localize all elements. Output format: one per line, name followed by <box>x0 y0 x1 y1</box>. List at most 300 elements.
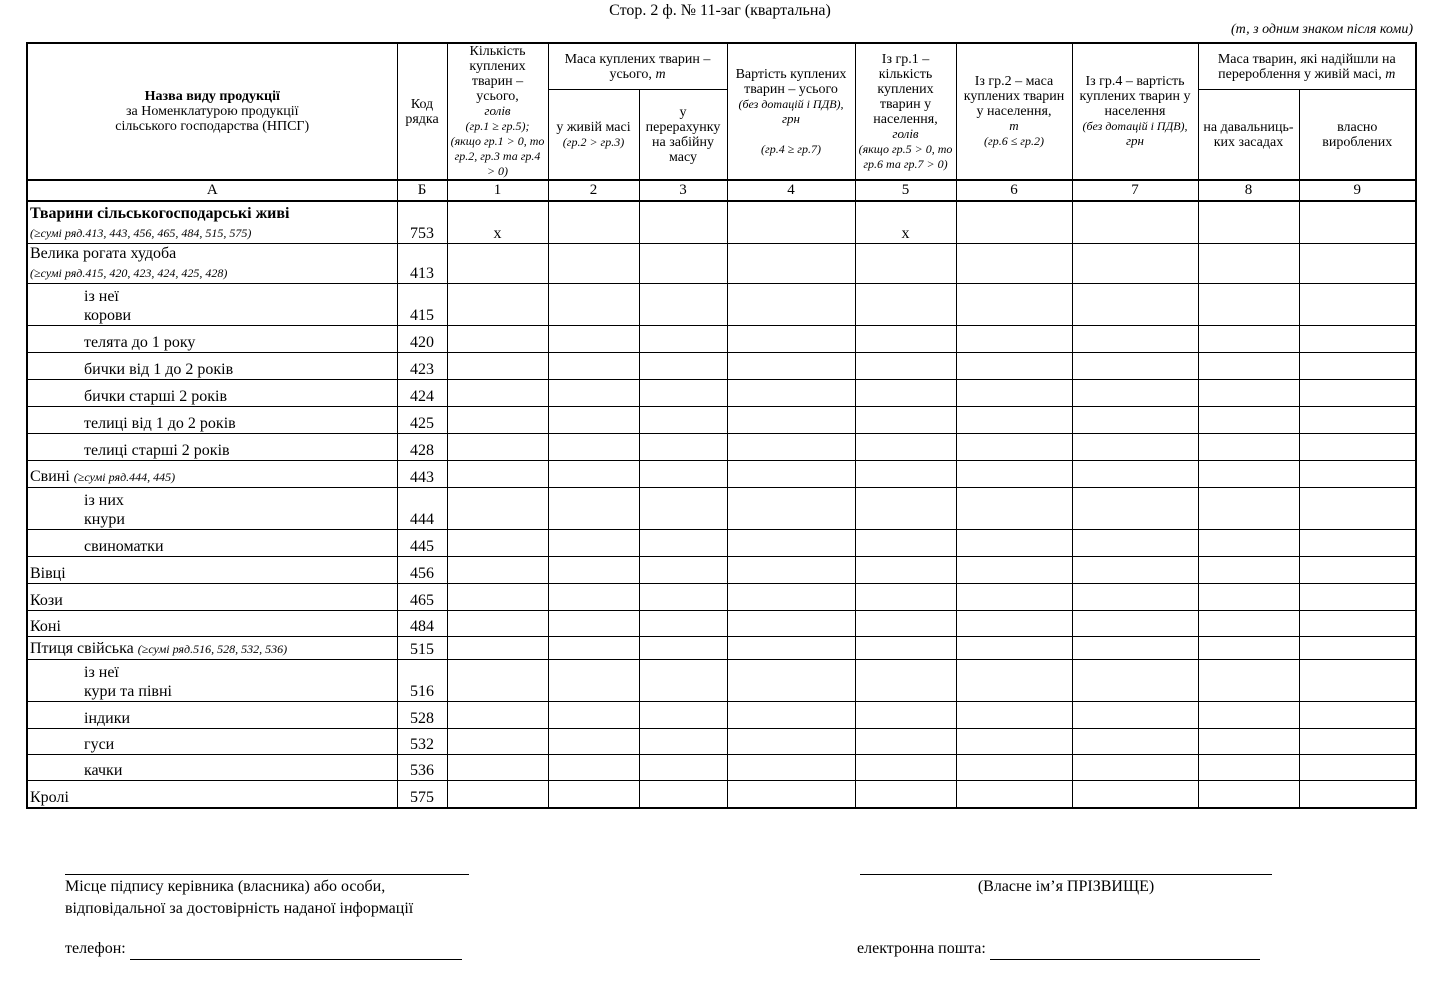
value-cell[interactable] <box>1198 379 1299 406</box>
row-label: свиноматки <box>84 537 164 555</box>
value-cell[interactable] <box>548 325 639 352</box>
header-col-6: Із гр.2 – маса куплених тварин у населення, т (гр.6 ≤ гр.2) <box>956 43 1072 180</box>
value-cell[interactable] <box>1072 659 1198 701</box>
header-row-code: Код рядка <box>397 43 447 180</box>
header-col-3: у перерахунку на забійну масу <box>639 90 727 180</box>
value-cell[interactable] <box>447 728 548 754</box>
value-cell[interactable] <box>447 701 548 728</box>
value-cell[interactable] <box>727 325 855 352</box>
header-group-processing: Маса тварин, які надійшли на перероблення у живій масі, т <box>1198 43 1416 90</box>
header-col-2: у живій масі (гр.2 > гр.3) <box>548 90 639 180</box>
value-cell[interactable] <box>855 352 956 379</box>
value-cell[interactable] <box>727 487 855 529</box>
row-label: Свині <box>30 467 70 485</box>
value-cell[interactable] <box>1072 325 1198 352</box>
value-cell[interactable] <box>1198 325 1299 352</box>
value-cell[interactable] <box>548 201 639 243</box>
value-cell[interactable] <box>855 406 956 433</box>
value-cell[interactable] <box>548 406 639 433</box>
header-col-8: на давальниць-ких засадах <box>1198 90 1299 180</box>
value-cell[interactable] <box>639 201 727 243</box>
value-cell[interactable] <box>855 243 956 283</box>
value-cell[interactable] <box>1072 460 1198 487</box>
value-cell[interactable] <box>1299 433 1416 460</box>
row-name <box>27 610 397 636</box>
table-row <box>27 780 1416 808</box>
value-cell[interactable] <box>855 583 956 610</box>
value-cell[interactable] <box>855 325 956 352</box>
value-cell[interactable] <box>1198 406 1299 433</box>
value-cell[interactable] <box>1072 556 1198 583</box>
row-name <box>27 754 397 780</box>
signature-caption: Місце підпису керівника (власника) або особи, відповідальної за достовірність наданої інформації <box>65 878 414 917</box>
column-number-row <box>27 180 1416 201</box>
value-cell[interactable] <box>548 352 639 379</box>
row-label: Кози <box>30 591 63 609</box>
value-cell[interactable] <box>1198 780 1299 808</box>
row-label: телиці старші 2 років <box>84 441 230 459</box>
row-name <box>27 406 397 433</box>
form-table <box>26 42 1417 809</box>
value-cell[interactable] <box>956 780 1072 808</box>
value-cell[interactable] <box>1072 433 1198 460</box>
value-cell[interactable] <box>1299 659 1416 701</box>
value-cell[interactable] <box>1299 636 1416 659</box>
table-row <box>27 379 1416 406</box>
value-cell[interactable] <box>727 201 855 243</box>
value-cell[interactable] <box>1299 556 1416 583</box>
value-cell-disabled: х <box>855 201 956 243</box>
value-cell[interactable] <box>1299 379 1416 406</box>
name-caption: (Власне ім’я ПРІЗВИЩЕ) <box>977 878 1155 895</box>
header-product-name: Назва виду продукції за Номенклатурою продукції сільського господарства (НПСГ) <box>27 43 397 180</box>
table-row <box>27 406 1416 433</box>
row-code: 415 <box>397 283 447 325</box>
value-cell[interactable] <box>447 659 548 701</box>
table-row <box>27 583 1416 610</box>
row-code: 423 <box>397 352 447 379</box>
value-cell[interactable] <box>855 529 956 556</box>
row-code: 536 <box>397 754 447 780</box>
value-cell[interactable] <box>1072 406 1198 433</box>
value-cell[interactable] <box>956 325 1072 352</box>
value-cell[interactable] <box>548 487 639 529</box>
value-cell[interactable] <box>447 529 548 556</box>
row-name <box>27 636 397 659</box>
table-row <box>27 556 1416 583</box>
row-code: 413 <box>397 243 447 283</box>
row-label: телиці від 1 до 2 років <box>84 414 236 432</box>
row-label: бички від 1 до 2 років <box>84 360 234 378</box>
row-prefix: із неї <box>84 663 119 681</box>
row-prefix: із неї <box>84 287 119 305</box>
value-cell[interactable] <box>727 659 855 701</box>
value-cell[interactable] <box>956 201 1072 243</box>
value-cell[interactable] <box>727 583 855 610</box>
row-name <box>27 780 397 808</box>
value-cell[interactable] <box>1198 243 1299 283</box>
value-cell[interactable] <box>548 243 639 283</box>
table-row <box>27 701 1416 728</box>
value-cell[interactable] <box>956 728 1072 754</box>
value-cell[interactable] <box>639 701 727 728</box>
value-cell[interactable] <box>727 460 855 487</box>
row-code: 515 <box>397 636 447 659</box>
value-cell[interactable] <box>956 352 1072 379</box>
row-label: Вівці <box>30 564 66 582</box>
value-cell[interactable] <box>1198 201 1299 243</box>
row-note: (≥сумі ряд.516, 528, 532, 536) <box>137 641 288 656</box>
row-note: (≥сумі ряд.413, 443, 456, 465, 484, 515, 575) <box>30 225 252 240</box>
value-cell[interactable] <box>1072 529 1198 556</box>
header-col-4: Вартість куплених тварин – усього (без дотацій і ПДВ), грн (гр.4 ≥ гр.7) <box>727 43 855 180</box>
table-row <box>27 728 1416 754</box>
row-note: (≥сумі ряд.415, 420, 423, 424, 425, 428) <box>30 265 228 280</box>
value-cell[interactable] <box>727 529 855 556</box>
value-cell[interactable] <box>1198 659 1299 701</box>
value-cell[interactable] <box>639 379 727 406</box>
column-number: 8 <box>1198 180 1299 201</box>
page-title: Стор. 2 ф. № 11-заг (квартальна) <box>609 2 831 19</box>
value-cell[interactable] <box>447 325 548 352</box>
row-name <box>27 583 397 610</box>
row-label: Птиця свійська <box>30 639 134 657</box>
header-col-9: власно вироблених <box>1299 90 1416 180</box>
column-number: Б <box>397 180 447 201</box>
column-number: 9 <box>1299 180 1416 201</box>
value-cell[interactable] <box>727 556 855 583</box>
header-group-mass: Маса куплених тварин – усього, т <box>548 43 727 90</box>
row-label: корови <box>84 306 132 324</box>
value-cell[interactable] <box>548 283 639 325</box>
signature-line <box>65 874 469 875</box>
table-body <box>27 201 1416 808</box>
column-number: 1 <box>447 180 548 201</box>
value-cell[interactable] <box>727 406 855 433</box>
table-row <box>27 283 1416 325</box>
value-cell[interactable] <box>447 352 548 379</box>
value-cell[interactable] <box>447 283 548 325</box>
value-cell[interactable] <box>639 433 727 460</box>
value-cell[interactable] <box>1072 780 1198 808</box>
value-cell[interactable] <box>1299 701 1416 728</box>
value-cell[interactable] <box>855 556 956 583</box>
value-cell[interactable] <box>1198 728 1299 754</box>
row-label: Велика рогата худоба <box>30 244 177 262</box>
row-label: бички старші 2 років <box>84 387 228 405</box>
row-code: 444 <box>397 487 447 529</box>
column-number: 4 <box>727 180 855 201</box>
value-cell[interactable] <box>1072 487 1198 529</box>
value-cell[interactable] <box>727 754 855 780</box>
row-code: 456 <box>397 556 447 583</box>
value-cell[interactable] <box>447 780 548 808</box>
value-cell[interactable] <box>1072 610 1198 636</box>
value-cell[interactable] <box>548 754 639 780</box>
value-cell[interactable] <box>1198 583 1299 610</box>
row-code: 484 <box>397 610 447 636</box>
value-cell[interactable] <box>727 283 855 325</box>
row-code: 420 <box>397 325 447 352</box>
column-number: 5 <box>855 180 956 201</box>
value-cell[interactable] <box>956 243 1072 283</box>
value-cell[interactable] <box>548 433 639 460</box>
value-cell[interactable] <box>1299 325 1416 352</box>
phone-input-line[interactable] <box>130 941 462 960</box>
value-cell[interactable] <box>727 701 855 728</box>
value-cell[interactable] <box>1299 583 1416 610</box>
value-cell[interactable] <box>855 610 956 636</box>
value-cell[interactable] <box>639 780 727 808</box>
value-cell[interactable] <box>548 659 639 701</box>
row-code: 532 <box>397 728 447 754</box>
row-code: 428 <box>397 433 447 460</box>
value-cell[interactable] <box>956 659 1072 701</box>
table-row <box>27 352 1416 379</box>
row-name <box>27 433 397 460</box>
value-cell[interactable] <box>447 243 548 283</box>
row-label: кнури <box>84 510 125 528</box>
table-row <box>27 636 1416 659</box>
value-cell[interactable] <box>855 283 956 325</box>
row-label: Тварини сільськогосподарські живі <box>30 204 290 222</box>
value-cell[interactable] <box>1299 754 1416 780</box>
table-row <box>27 460 1416 487</box>
row-code: 425 <box>397 406 447 433</box>
value-cell[interactable] <box>548 728 639 754</box>
header-col-5: Із гр.1 – кількість куплених тварин у населення, голів (якщо гр.5 > 0, то гр.6 та гр.7 > 0) <box>855 43 956 180</box>
row-code: 575 <box>397 780 447 808</box>
value-cell[interactable] <box>1299 529 1416 556</box>
value-cell[interactable] <box>447 754 548 780</box>
row-name <box>27 460 397 487</box>
row-code: 528 <box>397 701 447 728</box>
row-note: (≥сумі ряд.444, 445) <box>73 469 176 484</box>
row-code: 516 <box>397 659 447 701</box>
table-row <box>27 487 1416 529</box>
value-cell[interactable] <box>447 610 548 636</box>
value-cell[interactable] <box>548 556 639 583</box>
row-label: Кролі <box>30 789 69 806</box>
value-cell[interactable] <box>1198 487 1299 529</box>
value-cell[interactable] <box>956 754 1072 780</box>
row-label: індики <box>84 709 131 727</box>
value-cell[interactable] <box>727 728 855 754</box>
value-cell[interactable] <box>639 460 727 487</box>
value-cell[interactable] <box>855 701 956 728</box>
value-cell[interactable] <box>548 636 639 659</box>
row-code: 753 <box>397 201 447 243</box>
row-name <box>27 529 397 556</box>
row-name <box>27 325 397 352</box>
value-cell[interactable] <box>639 352 727 379</box>
value-cell[interactable] <box>1198 352 1299 379</box>
value-cell[interactable] <box>639 754 727 780</box>
value-cell[interactable] <box>639 556 727 583</box>
row-name <box>27 352 397 379</box>
name-line[interactable] <box>860 874 1272 875</box>
value-cell[interactable] <box>447 433 548 460</box>
value-cell[interactable] <box>855 487 956 529</box>
value-cell[interactable] <box>1299 610 1416 636</box>
value-cell[interactable] <box>855 379 956 406</box>
table-row <box>27 201 1416 243</box>
value-cell[interactable] <box>855 460 956 487</box>
value-cell[interactable] <box>548 610 639 636</box>
value-cell[interactable] <box>855 659 956 701</box>
value-cell[interactable] <box>956 556 1072 583</box>
value-cell[interactable] <box>956 283 1072 325</box>
row-name <box>27 379 397 406</box>
value-cell[interactable] <box>639 325 727 352</box>
row-label: кури та півні <box>84 682 172 700</box>
value-cell[interactable] <box>639 487 727 529</box>
row-code: 424 <box>397 379 447 406</box>
row-label: гуси <box>84 735 115 753</box>
value-cell[interactable] <box>1072 728 1198 754</box>
value-cell[interactable] <box>548 701 639 728</box>
value-cell[interactable] <box>1198 754 1299 780</box>
row-name <box>27 728 397 754</box>
value-cell[interactable] <box>639 610 727 636</box>
value-cell[interactable] <box>548 529 639 556</box>
value-cell[interactable] <box>727 636 855 659</box>
value-cell[interactable] <box>1299 487 1416 529</box>
value-cell[interactable] <box>447 487 548 529</box>
table-row <box>27 659 1416 701</box>
value-cell[interactable] <box>548 379 639 406</box>
value-cell[interactable] <box>1198 701 1299 728</box>
value-cell[interactable] <box>548 460 639 487</box>
value-cell[interactable] <box>447 379 548 406</box>
value-cell[interactable] <box>1299 243 1416 283</box>
value-cell[interactable] <box>1198 460 1299 487</box>
value-cell[interactable] <box>1072 583 1198 610</box>
value-cell[interactable] <box>447 636 548 659</box>
value-cell[interactable] <box>956 636 1072 659</box>
value-cell[interactable] <box>639 583 727 610</box>
value-cell[interactable] <box>1299 406 1416 433</box>
value-cell[interactable] <box>727 610 855 636</box>
value-cell[interactable] <box>956 583 1072 610</box>
value-cell[interactable] <box>1072 701 1198 728</box>
value-cell[interactable] <box>639 283 727 325</box>
table-row <box>27 433 1416 460</box>
row-code: 443 <box>397 460 447 487</box>
row-label: телята до 1 року <box>84 333 196 351</box>
value-cell[interactable] <box>447 556 548 583</box>
value-cell[interactable] <box>855 636 956 659</box>
table-row <box>27 610 1416 636</box>
value-cell[interactable] <box>727 433 855 460</box>
value-cell[interactable] <box>855 754 956 780</box>
row-name <box>27 487 397 529</box>
value-cell[interactable] <box>1072 352 1198 379</box>
value-cell[interactable] <box>1198 556 1299 583</box>
value-cell[interactable] <box>1198 433 1299 460</box>
value-cell[interactable] <box>1198 283 1299 325</box>
value-cell[interactable] <box>956 487 1072 529</box>
row-name <box>27 201 397 243</box>
value-cell[interactable] <box>956 460 1072 487</box>
row-label: Коні <box>30 617 61 635</box>
row-code: 445 <box>397 529 447 556</box>
row-name <box>27 283 397 325</box>
value-cell[interactable] <box>1072 243 1198 283</box>
units-note: (т, з одним знаком після коми) <box>1231 22 1413 37</box>
value-cell[interactable] <box>727 243 855 283</box>
value-cell[interactable] <box>1299 201 1416 243</box>
value-cell[interactable] <box>956 529 1072 556</box>
value-cell[interactable] <box>956 701 1072 728</box>
value-cell[interactable] <box>447 583 548 610</box>
value-cell[interactable] <box>1198 610 1299 636</box>
column-number: 7 <box>1072 180 1198 201</box>
value-cell[interactable] <box>727 379 855 406</box>
value-cell[interactable] <box>1299 460 1416 487</box>
value-cell[interactable] <box>639 529 727 556</box>
table-row <box>27 529 1416 556</box>
value-cell[interactable] <box>727 352 855 379</box>
value-cell[interactable] <box>1072 201 1198 243</box>
table-row <box>27 754 1416 780</box>
row-name <box>27 556 397 583</box>
value-cell[interactable] <box>1072 754 1198 780</box>
value-cell[interactable] <box>1198 529 1299 556</box>
value-cell[interactable] <box>956 406 1072 433</box>
table-row <box>27 243 1416 283</box>
value-cell[interactable] <box>956 433 1072 460</box>
value-cell[interactable] <box>1198 636 1299 659</box>
value-cell[interactable] <box>855 433 956 460</box>
row-label: качки <box>84 761 123 779</box>
column-number: 2 <box>548 180 639 201</box>
row-code: 465 <box>397 583 447 610</box>
value-cell[interactable] <box>639 728 727 754</box>
phone-field: телефон: <box>65 938 462 960</box>
value-cell[interactable] <box>1072 379 1198 406</box>
value-cell[interactable] <box>1299 283 1416 325</box>
value-cell[interactable] <box>956 379 1072 406</box>
value-cell[interactable] <box>548 780 639 808</box>
value-cell-disabled: х <box>447 201 548 243</box>
header-col-1: Кількість куплених тварин – усього, голів (гр.1 ≥ гр.5); (якщо гр.1 > 0, то гр.2, гр.3 та гр.4 > 0) <box>447 43 548 180</box>
value-cell[interactable] <box>1072 636 1198 659</box>
value-cell[interactable] <box>956 610 1072 636</box>
column-number: 6 <box>956 180 1072 201</box>
value-cell[interactable] <box>548 583 639 610</box>
value-cell[interactable] <box>639 243 727 283</box>
email-field: електронна пошта: <box>857 938 1260 960</box>
column-number: А <box>27 180 397 201</box>
value-cell[interactable] <box>1299 780 1416 808</box>
value-cell[interactable] <box>639 636 727 659</box>
value-cell[interactable] <box>639 406 727 433</box>
value-cell[interactable] <box>727 780 855 808</box>
value-cell[interactable] <box>447 406 548 433</box>
row-name <box>27 701 397 728</box>
value-cell[interactable] <box>1072 283 1198 325</box>
value-cell[interactable] <box>639 659 727 701</box>
value-cell[interactable] <box>1299 352 1416 379</box>
email-input-line[interactable] <box>990 941 1260 960</box>
row-name <box>27 243 397 283</box>
value-cell[interactable] <box>855 780 956 808</box>
row-name <box>27 659 397 701</box>
value-cell[interactable] <box>447 460 548 487</box>
value-cell[interactable] <box>1299 728 1416 754</box>
value-cell[interactable] <box>855 728 956 754</box>
